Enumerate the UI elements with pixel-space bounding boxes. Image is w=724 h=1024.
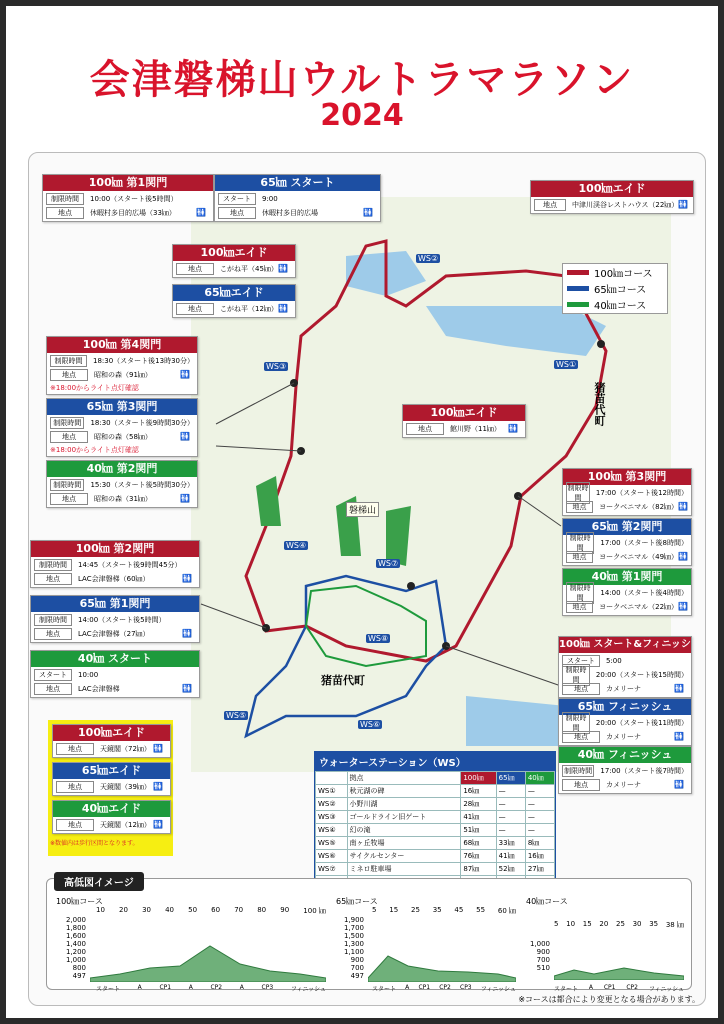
text-label: 76㎞ [461,850,496,863]
text-label: A [239,984,244,991]
text-label: CP3 [460,984,472,991]
text-label: CP2 [626,984,638,991]
text-label: ヨークベニマル（49㎞） [599,553,679,561]
text-label: 45 [454,906,464,914]
text-label: 65㎞コース [336,897,378,906]
restroom-icon: 🚻 [182,684,192,693]
checkpoint-dot [597,340,605,348]
info-box-100-cp2 [30,540,200,588]
text-label: 中津川渓谷レストハウス（22㎞） [571,201,679,209]
text-label: 35 [432,906,442,914]
info-box-65-aid-koganedaira [172,284,296,318]
ws-marker[interactable] [376,551,400,570]
text-label: 52㎞ [496,863,525,876]
restroom-icon: 🚻 [196,208,206,217]
info-box-40-finish [558,746,692,794]
text-label: WS① [556,360,577,369]
text-label: 5 [554,920,559,928]
text-label: 40㎞ スタート [31,651,199,667]
info-box-100-cp4 [46,336,198,395]
info-box-65-finish [558,698,692,746]
text-label: ミネロ駐車場 [347,863,461,876]
ws-marker[interactable] [358,712,382,731]
text-label: WS⑧ [368,634,389,643]
info-box-40-cp1 [562,568,692,616]
table-row [316,785,555,798]
text-label: 18:30（スタート後13時30分） [93,357,194,365]
text-label: 地点 [562,683,600,695]
text-label: 15:30（スタート後5時間30分） [90,481,194,489]
text-label: WS⑥ [316,850,348,863]
text-label: 天鏡閣（12㎞） [100,821,151,829]
legend-swatch [567,302,589,307]
text-label: 拠点 [347,772,461,785]
text-label: 1,300 [343,940,364,948]
table-row [316,863,555,876]
ws-marker[interactable] [554,352,578,371]
text-label: 14:00（スタート後4時間） [600,589,688,597]
info-box-65-cp1 [30,595,200,643]
text-label: カメリーナ [606,733,641,741]
text-label: 地点 [176,303,214,315]
text-label: 51㎞ [461,824,496,837]
elevation-title: 高低図イメージ [54,872,144,891]
text-label: 5 [372,906,377,914]
text-label: こがね平（12㎞） [220,305,278,313]
text-label: 700 [536,956,550,964]
text-label: 900 [350,956,364,964]
text-label: 地点 [566,501,593,513]
text-label: 65㎞ 第1関門 [31,596,199,612]
text-label: 27㎞ [525,863,554,876]
text-label: 地点 [50,493,88,505]
restroom-icon: 🚻 [182,629,192,638]
text-label: 497 [72,972,86,980]
text-label: 100㎞コース [594,269,653,280]
text-label: 地点 [34,628,72,640]
text-label: 休暇村多目的広場（33㎞） [90,209,176,217]
water-station-table [314,751,556,890]
elevation-profile-100 [56,896,326,993]
restroom-icon: 🚻 [153,782,163,791]
text-label: 地点 [566,601,593,613]
text-label: 25 [410,906,420,914]
text-label: — [525,811,554,824]
info-box-100-aid-koganedaira [172,244,296,278]
text-label: 65㎞エイド [173,285,295,301]
text-label: ヨークベニマル（22㎞） [599,603,679,611]
info-box-65-cp2 [562,518,692,566]
restroom-icon: 🚻 [180,494,190,503]
info-box-65-cp3 [46,398,198,457]
ws-marker[interactable] [264,354,288,373]
text-label: スタート [96,986,121,993]
text-label: 100㎞エイド [173,245,295,261]
restroom-icon: 🚻 [674,732,684,741]
text-label: 14:45（スタート後9時間45分） [78,561,182,569]
text-label: WS② [316,798,348,811]
lake [466,696,566,746]
text-label: WS③ [316,811,348,824]
text-label: — [496,785,525,798]
table-row [316,798,555,811]
text-label: 制限時間 [50,479,84,491]
text-label: 20 [599,920,609,928]
poster [6,6,718,1018]
text-label: カメリーナ [606,685,641,693]
text-label: 1,600 [65,932,86,940]
text-label: 80 [257,906,267,914]
ws-table-title: ウォーターステーション（WS） [315,752,555,771]
text-label: 1,000 [529,940,550,948]
text-label: 制限時間 [34,559,72,571]
restroom-icon: 🚻 [182,574,192,583]
text-label: 700 [350,964,364,972]
text-label: 館川野（11㎞） [450,425,501,433]
text-label: 100㎞エイド [53,725,170,741]
text-label: スタート [34,669,72,681]
text-label: 10 [566,920,576,928]
text-label: CP1 [159,984,172,991]
text-label: 50 [188,906,198,914]
restroom-icon: 🚻 [678,502,688,511]
restroom-icon: 🚻 [153,744,163,753]
ws-marker[interactable] [284,533,308,552]
text-label: 1,500 [343,932,364,940]
text-label: フィニッシュ [290,986,326,993]
info-box-65-start [214,174,381,222]
text-label: 休暇村多目的広場 [262,209,318,217]
text-label: 65㎞エイド [53,763,170,779]
text-label: LAC会津磐梯 [78,685,120,693]
text-label: 65㎞ 第3関門 [47,399,197,415]
text-label: 510 [536,964,550,972]
text-label: 制限時間 [566,532,594,554]
text-label: 65㎞ スタート [215,175,380,191]
text-label: 65㎞ [496,772,525,785]
text-label: 17:00（スタート後12時間） [595,489,688,497]
info-box-100-aid-nakatsugawa [530,180,694,214]
text-label: 100㎞コース [56,897,103,906]
text-label: 40㎞ [525,772,554,785]
text-label: 天鏡閣（39㎞） [100,783,151,791]
text-label: ヨークベニマル（82㎞） [599,503,679,511]
text-label: 制限時間 [46,193,84,205]
text-label: 68㎞ [461,837,496,850]
text-label: CP1 [603,984,616,991]
text-label: 87㎞ [461,863,496,876]
text-label: 地点 [406,423,444,435]
text-label: 10:00 [78,671,99,679]
text-label: 制限時間 [562,712,590,734]
text-label: 20:00（スタート後11時間） [595,719,688,727]
text-label: 100㎞エイド [403,405,525,421]
text-label: 9:00 [262,195,278,203]
text-label: — [496,798,525,811]
restroom-icon: 🚻 [678,602,688,611]
text-label: 小野川湖 [347,798,461,811]
text-label: 65㎞コース [594,285,647,296]
info-box-40-start [30,650,200,698]
ws-marker[interactable] [416,246,440,265]
text-label: A [188,984,193,991]
text-label [316,772,348,785]
text-label: 35 [649,920,659,928]
mountain-label: 磐梯山 [346,502,379,517]
text-label: LAC会津磐梯（27㎞） [78,630,150,638]
text-label: 28㎞ [461,798,496,811]
text-label: — [525,785,554,798]
text-label: 地点 [56,743,94,755]
info-box-40-cp2 [46,460,198,508]
text-label: WS② [418,254,439,263]
text-label: A [588,984,593,991]
text-label: 90 [280,906,290,914]
text-label: 20:00（スタート後15時間） [595,671,688,679]
text-label: カメリーナ [606,781,641,789]
info-box-100-aid-tenkyokaku [52,724,171,758]
restroom-icon: 🚻 [508,424,518,433]
text-label: 昭和の森（58㎞） [94,433,152,441]
text-label: 100 ㎞ [303,907,326,915]
text-label: 60 [211,906,221,914]
poster-title: 会津磐梯山ウルトラマラソン [89,57,635,103]
text-label: 5:00 [606,657,622,665]
ws-marker[interactable] [224,703,248,722]
text-label: 制限時間 [562,664,590,686]
text-label: 100㎞ スタート&フィニッシュ [559,639,691,666]
text-label: 100㎞ 第3関門 [563,469,691,485]
text-label: 20 [119,906,128,914]
text-label: 16㎞ [461,785,496,798]
text-label: 地点 [566,551,593,563]
info-box-65-aid-tenkyokaku [52,762,171,796]
text-label: 14:00（スタート後5時間） [78,616,166,624]
text-label: 10:00（スタート後5時間） [90,195,178,203]
text-label: — [496,824,525,837]
text-label: 1,700 [343,924,364,932]
text-label: 38 ㎞ [665,921,684,929]
text-label: 制限時間 [50,355,87,367]
elevation-profile-40 [526,896,686,993]
text-label: 制限時間 [566,582,594,604]
text-label: 幻の滝 [347,824,461,837]
text-label: 41㎞ [496,850,525,863]
text-label: 17:00（スタート後8時間） [600,539,688,547]
text-label: 55 [476,906,486,914]
text-label: 30 [632,920,642,928]
text-label: 1,800 [65,924,86,932]
info-box-100-cp1 [42,174,214,222]
text-label: スタート [372,986,397,993]
text-label: 41㎞ [461,811,496,824]
table-row [316,850,555,863]
poster-year: 2024 [320,98,404,133]
text-label: 地点 [34,683,72,695]
text-label: サイクルセンター [347,850,461,863]
text-label: 30 [142,906,151,914]
elevation-graph [90,916,326,982]
ws-marker[interactable] [366,626,390,645]
text-label: 40 [165,906,175,914]
table-header-row [316,772,555,785]
text-label: 地点 [50,369,88,381]
town-label: 猪苗代町 [321,674,365,687]
text-label: — [525,798,554,811]
text-label: 地点 [50,431,88,443]
elevation-graph [368,916,516,982]
info-box-100-start-finish [558,636,692,698]
restroom-icon: 🚻 [278,304,288,313]
text-label: WS① [316,785,348,798]
course-65-line [246,576,446,736]
text-label: 40㎞ フィニッシュ [559,747,691,763]
restroom-icon: 🚻 [180,432,190,441]
text-label: 地点 [218,207,256,219]
text-label: 40㎞ 第2関門 [47,461,197,477]
text-label: CP1 [418,984,431,991]
table-row [316,824,555,837]
text-label: 100㎞ 第4関門 [47,337,197,353]
text-label: 15 [582,920,592,928]
text-label: スタート [562,655,600,667]
text-label: 65㎞ 第2関門 [563,519,691,535]
text-label: ※18:00からライト点灯確認 [50,446,139,454]
text-label: 100㎞ [461,772,496,785]
text-label: 地点 [46,207,84,219]
text-label: 40㎞コース [526,897,568,906]
text-label: WS④ [286,541,307,550]
text-label: A [405,984,410,991]
restroom-icon: 🚻 [674,780,684,789]
text-label: WS⑦ [378,559,399,568]
table-row [316,811,555,824]
text-label: 10 [96,906,105,914]
text-label: 70 [234,906,244,914]
restroom-icon: 🚻 [278,264,288,273]
text-label: 地点 [56,819,94,831]
restroom-icon: 🚻 [153,820,163,829]
text-label: WS④ [316,824,348,837]
text-label: 17:00（スタート後7時間） [600,767,688,775]
text-label: 2,000 [65,916,86,924]
text-label: 制限時間 [567,484,589,502]
text-label: WS⑤ [226,711,247,720]
info-box-40-aid-tenkyokaku [52,800,171,834]
elevation-graph [554,940,684,980]
text-label: WS⑦ [316,863,348,876]
restroom-icon: 🚻 [678,200,689,209]
text-label: 制限時間 [562,765,594,777]
text-label: 40㎞エイド [53,801,170,817]
text-label: 25 [615,920,625,928]
text-label: 1,200 [65,948,86,956]
text-label: CP2 [210,984,223,991]
text-label: フィニッシュ [648,986,684,993]
text-label: 地点 [562,731,600,743]
text-label: WS③ [266,362,287,371]
text-label: 地点 [176,263,214,275]
text-label: スタート [218,193,256,205]
text-label: 地点 [562,779,600,791]
text-label: 16㎞ [525,850,554,863]
text-label: ※18:00からライト点灯確認 [50,384,139,392]
text-label: 18:30（スタート後9時間30分） [90,419,194,427]
town-label: 猪苗代町 [593,382,606,426]
text-label: 1,900 [343,916,364,924]
footnote: ※コースは都合により変更となる場合があります。 [518,995,700,1004]
text-label: こがね平（45㎞） [220,265,278,273]
text-label: 制限時間 [50,417,84,429]
text-label: 800 [72,964,86,972]
restroom-icon: 🚻 [363,208,373,217]
text-label: 1,000 [65,956,86,964]
restroom-icon: 🚻 [674,684,684,693]
text-label: LAC会津磐梯（60㎞） [78,575,150,583]
text-label: 497 [350,972,364,980]
text-label: A [137,984,142,991]
text-label: ゴールドライン旧ゲート [347,811,461,824]
text-label: 天鏡閣（72㎞） [100,745,151,753]
text-label: スタート [554,986,579,993]
text-label: 100㎞ 第2関門 [31,541,199,557]
text-label: WS⑤ [316,837,348,850]
text-label: CP2 [439,984,451,991]
text-label: 制限時間 [34,614,72,626]
text-label: 地点 [34,573,72,585]
table-row [316,837,555,850]
legend-swatch [567,270,589,275]
text-label: 40㎞ 第1関門 [563,569,691,585]
elevation-profile-65 [336,896,516,993]
text-label: 昭和の森（91㎞） [94,371,152,379]
text-label: フィニッシュ [480,986,516,993]
text-label: — [525,824,554,837]
text-label: 100㎞エイド [531,181,693,197]
info-box-100-cp3 [562,468,692,516]
checkpoint-dot [407,582,415,590]
text-label: 8㎞ [525,837,554,850]
text-label: 昭和の森（31㎞） [94,495,152,503]
text-label: 地点 [56,781,94,793]
text-label: 1,100 [343,948,364,956]
text-label: 1,400 [65,940,86,948]
restroom-icon: 🚻 [678,552,688,561]
restroom-icon: 🚻 [180,370,190,379]
course-legend [562,263,668,314]
text-label: 地点 [534,199,566,211]
text-label: 15 [389,906,399,914]
text-label: 40㎞コース [594,301,647,312]
text-label: WS⑥ [360,720,381,729]
text-label: 秋元湖の碑 [347,785,461,798]
text-label: 60 ㎞ [497,907,516,915]
forest [256,476,281,526]
text-label: 33㎞ [496,837,525,850]
text-label: CP3 [261,984,274,991]
box-header: 100㎞ 第1関門 [43,175,213,191]
info-box-100-aid-tategawano [402,404,526,438]
walking-note: ※数値内は歩行区間となります。 [50,840,139,847]
text-label: 65㎞ フィニッシュ [559,699,691,715]
text-label: 900 [536,948,550,956]
text-label: 南ヶ丘牧場 [347,837,461,850]
legend-swatch [567,286,589,291]
text-label: — [496,811,525,824]
